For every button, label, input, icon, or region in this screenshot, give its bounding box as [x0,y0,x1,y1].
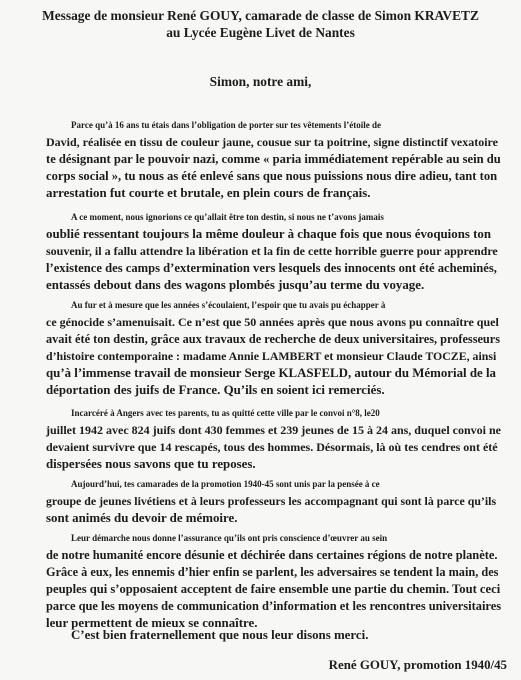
paragraph-line: devaient survivre que 14 rescapés, tous des hommes. Désormais, là où tes cendres ont été [46,440,498,455]
paragraph-line: parce que les moyens de communication d’information et les rencontres universitaires [46,599,502,614]
paragraph-2 [46,209,501,294]
paragraph-6 [46,530,501,633]
closing-line: C’est bien fraternellement que nous leur disons merci. [71,628,369,642]
paragraph-line: souvenir, il a fallu attendre la libération et la fin de cette horrible guerre pour apprendre [46,244,498,259]
paragraph-line: Leur démarche nous donne l’assurance qu’ils ont pris conscience d’œuvrer au sein [71,533,388,543]
header-line-1: Message de monsieur René GOUY, camarade de classe de Simon KRAVETZ [42,8,479,23]
paragraph-line: Aujourd’hui, tes camarades de la promotion 1940-45 sont unis par la pensée à ce [71,479,380,489]
paragraph-line: déportation des juifs de France. Qu’ils en soient ici remerciés. [46,383,385,398]
signature: René GOUY, promotion 1940/45 [328,658,507,672]
paragraph-line: leur permettent de mieux se connaître. [46,616,258,631]
paragraph-line: dispersées nous savons que tu reposes. [46,457,256,472]
paragraph-3 [46,297,501,400]
paragraph-line: Grâce à eux, les ennemis d’hier enfin se parlent, les adversaires se tendent la main, des [46,565,499,580]
paragraph-line: A ce moment, nous ignorions ce qu’allait être ton destin, si nous ne t’avons jamais [71,212,384,222]
header-line-2: au Lycée Eugène Livet de Nantes [166,25,355,40]
paragraph-line: sont animés du devoir de mémoire. [46,511,238,526]
paragraph-4 [46,405,501,473]
paragraph-line: oublié ressentant toujours la même douleur à chaque fois que nous évoquions ton [46,227,492,242]
paragraph-line: qu’à l’immense travail de monsieur Serge KLASFELD, autour du Mémorial de la [46,366,496,381]
paragraph-line: David, réalisée en tissu de couleur jaune, cousue sur ta poitrine, signe distinctif vexatoire [46,135,498,150]
paragraph-line: Parce qu’à 16 ans tu étais dans l’obligation de porter sur tes vêtements l’étoile de [71,120,381,130]
paragraph-1 [46,117,501,202]
letter-header [0,7,521,41]
paragraph-line: arrestation fut courte et brutale, en plein cours de français. [46,186,371,201]
paragraph-line: l’existence des camps d’extermination vers lesquels des innocents ont été acheminés, [46,261,497,276]
paragraph-line: ce génocide s’amenuisait. Ce n’est que 50 années après que nous avons pu connaître quel [46,315,499,330]
paragraph-line: corps social », tu nous as été enlevé sans que nous puissions nous dire adieu, tant ton [46,169,498,184]
paragraph-line: de notre humanité encore désunie et déchirée dans certaines régions de notre planète. [46,548,498,563]
paragraph-line: peuples qui s’opposaient acceptent de faire ensemble une partie du chemin. Tout ceci [46,582,501,597]
paragraph-line: juillet 1942 avec 824 juifs dont 430 femmes et 239 jeunes de 15 à 24 ans, duquel convoi ne [46,423,501,438]
paragraph-line: entassés debout dans des wagons plombés jusqu’au terme du voyage. [46,278,425,293]
paragraph-line: Incarcéré à Angers avec tes parents, tu as quitté cette ville par le convoi n°8, le20 [71,408,380,418]
paragraph-line: te désignant par le pouvoir nazi, comme « paria immédiatement repérable au sein du [46,152,501,167]
paragraph-line: groupe de jeunes livétiens et à leurs professeurs les accompagnant qui sont là parce qu’ils [46,494,497,509]
paragraph-line: avait été ton destin, grâce aux travaux de recherche de deux universitaires, professeurs [46,332,501,347]
paragraph-5 [46,476,501,527]
paragraph-line: d’histoire contemporaine : madame Annie LAMBERT et monsieur Claude TOCZE, ainsi [46,349,497,364]
salutation: Simon, notre ami, [209,74,312,89]
paragraph-line: Au fur et à mesure que les années s’écoulaient, l’espoir que tu avais pu échapper à [71,300,386,310]
